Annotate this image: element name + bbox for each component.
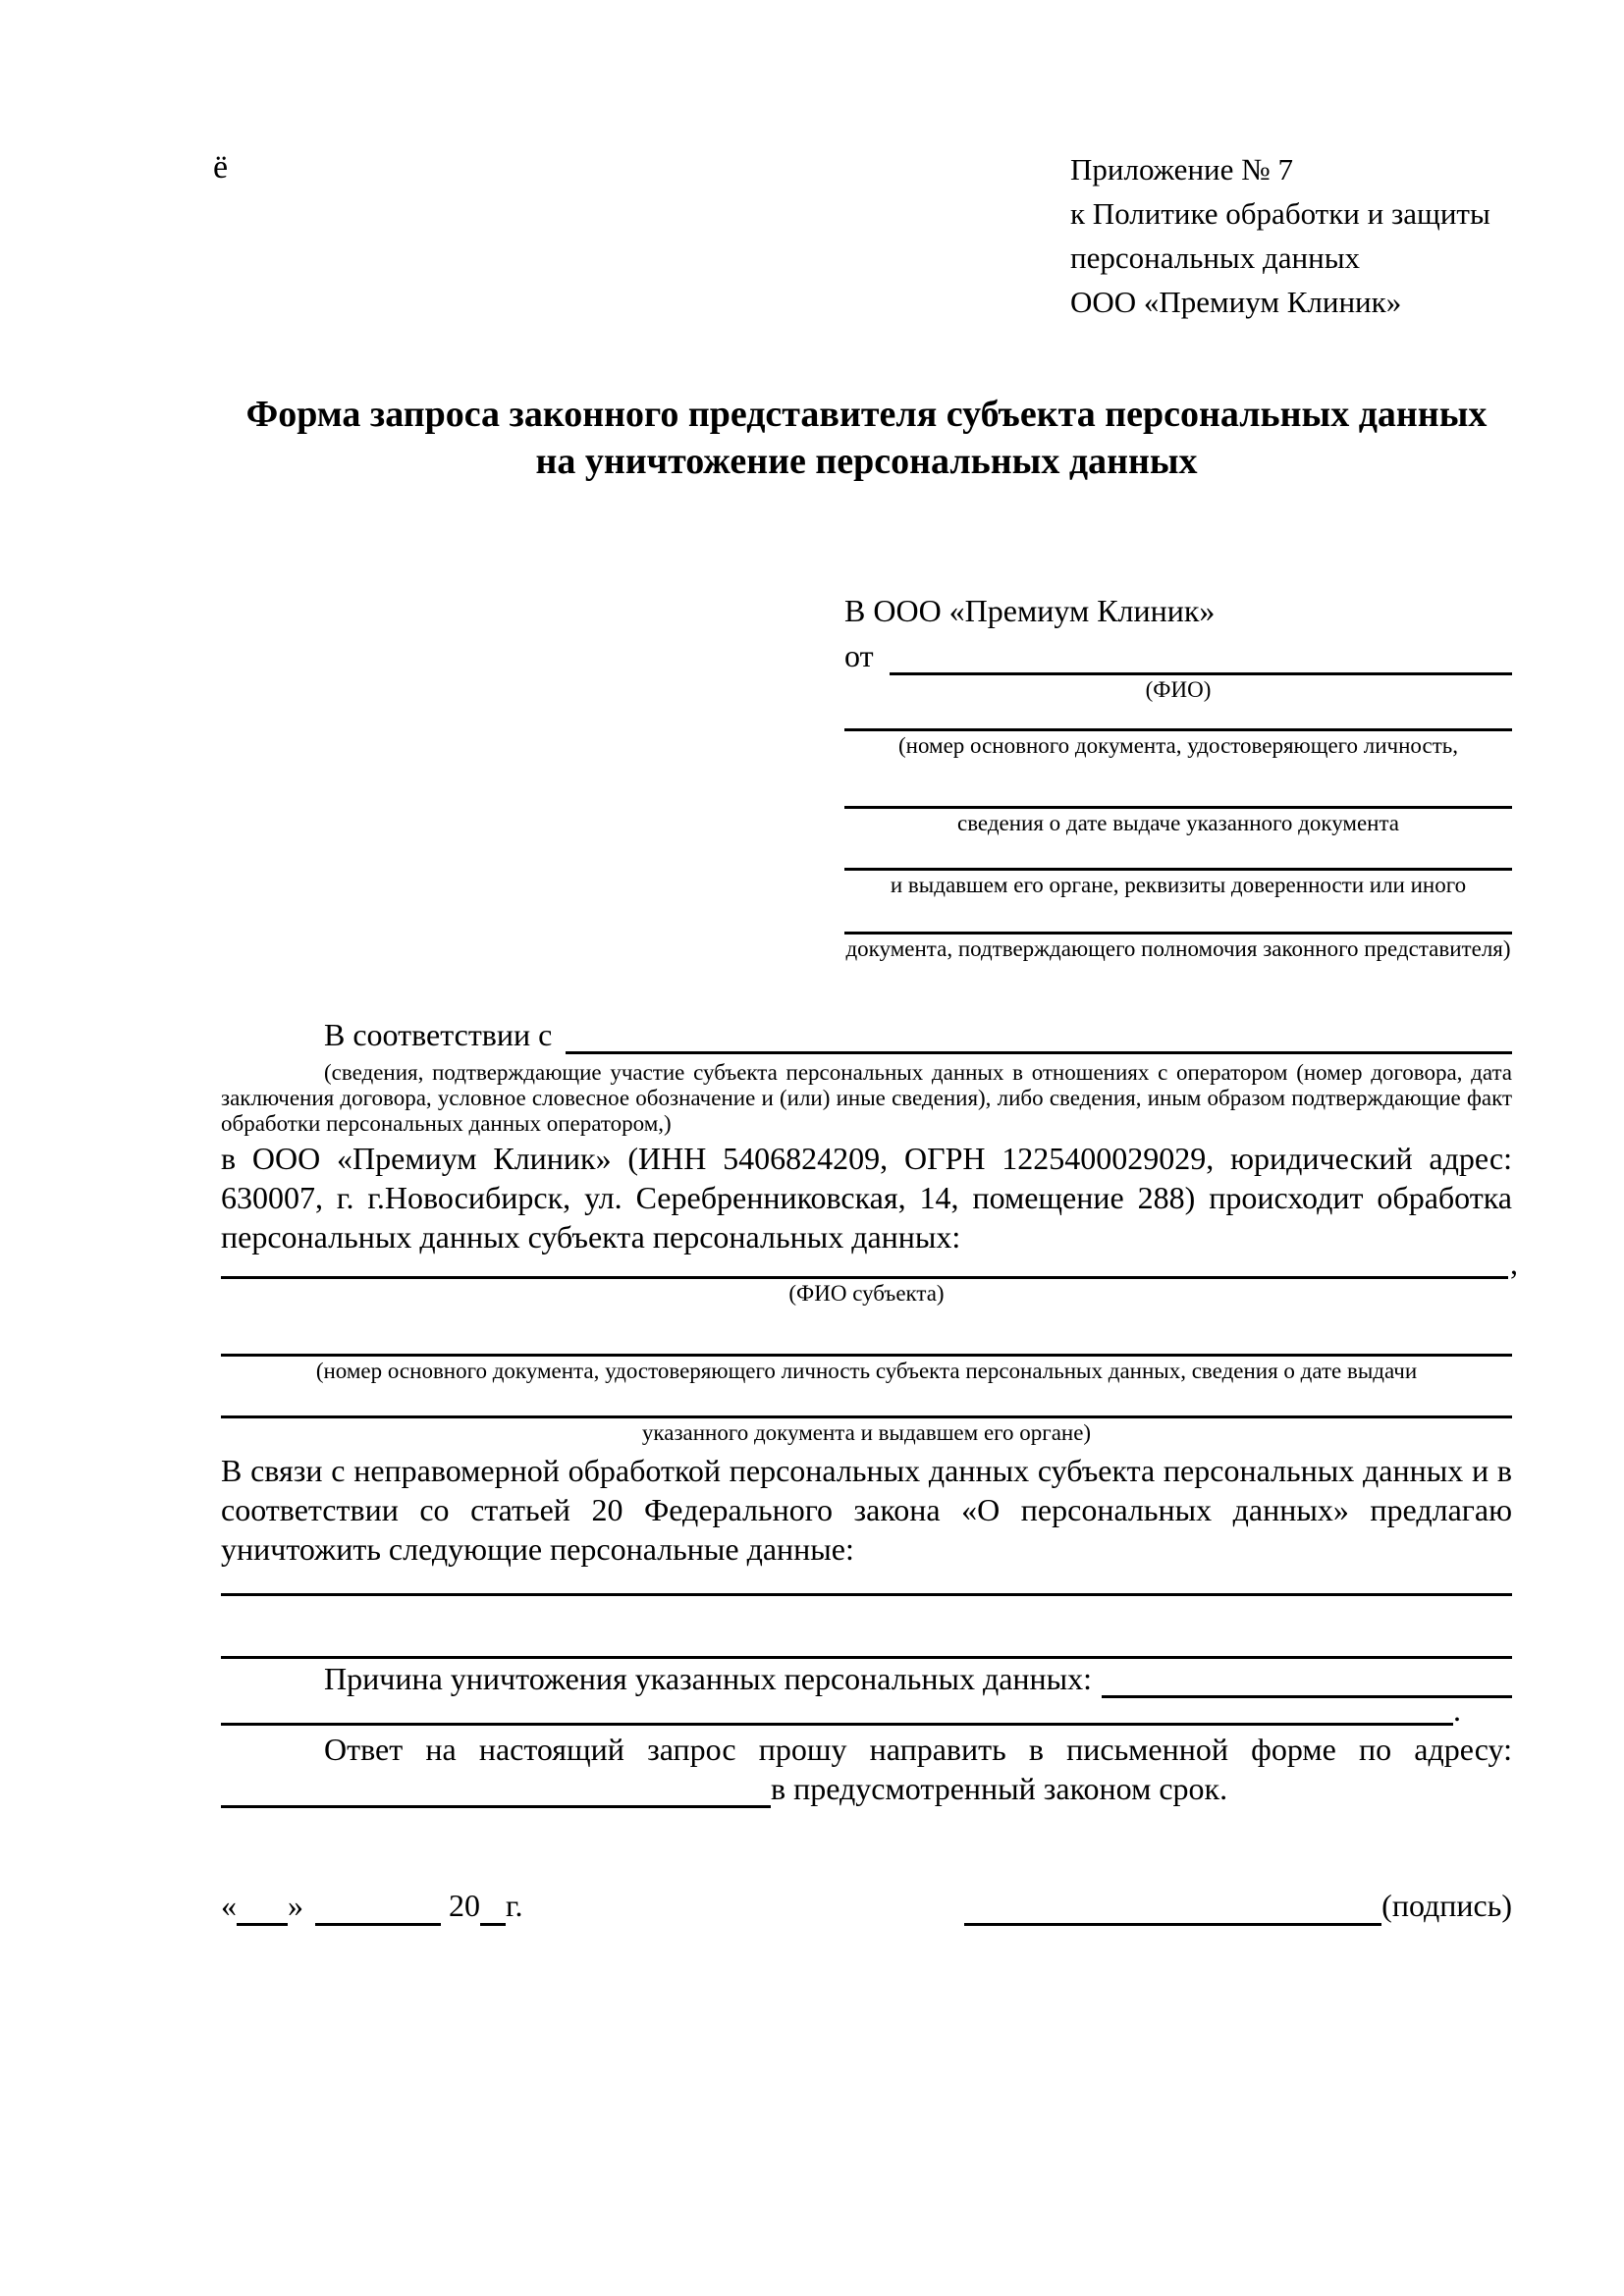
subject-name-row [221,1246,1518,1281]
representative-name-fill-line [890,636,1512,675]
year-suffix: г. [506,1888,523,1923]
signature-caption: (подпись) [1381,1888,1512,1923]
trailing-comma: , [1510,1246,1518,1281]
appendix-header-line: персональных данных [1070,240,1361,275]
fill-line-caption: и выдавшем его органе, реквизиты доверенности или иного [890,873,1467,897]
authority-document-fill-line [844,900,1512,934]
appendix-header [1070,147,1517,324]
signature-footer [221,1885,1512,1926]
reason-continuation-row [221,1692,1512,1728]
fio-subject-caption: (ФИО субъекта) [788,1281,945,1306]
document-content [213,0,1518,1926]
reason-label: Причина уничтожения указанных персональных данных: [324,1661,1093,1696]
appendix-header-line: ООО «Премиум Клиник» [1070,285,1402,319]
form-title [221,391,1512,485]
according-label: В соответствии с [324,1017,553,1052]
date-close-quote: » [288,1888,303,1923]
reply-address-fill-line [221,1769,771,1808]
document-date-fill-line [844,761,1512,809]
data-list-fill-line [221,1569,1512,1596]
date-day-fill-line [237,1888,288,1926]
reason-row [221,1659,1512,1698]
reply-address-row [221,1769,1512,1808]
subject-document-caption-2: указанного документа и выдавшем его органе) [641,1420,1092,1445]
stray-mark: ё [213,149,229,186]
issuing-authority-fill-line [844,838,1512,871]
data-list-fill-line [221,1596,1512,1659]
according-caption: (сведения, подтверждающие участие субъекта персональных данных в отношениях с оператором (номер договора, дата заключения договора, условное словесное обозначение и (или) иные сведения), либо сведения, иным образом подтверждающие факт обработки персональных данных оператором,) [221,1060,1512,1136]
date-group [221,1885,523,1926]
form-title-line: на уничтожение персональных данных [535,441,1198,482]
from-label: от [844,638,874,673]
according-fill-line [566,1015,1512,1054]
appendix-header-line: к Политике обработки и защиты [1070,196,1490,231]
reason-fill-line-2 [221,1723,1453,1726]
appendix-header-line: Приложение № 7 [1070,152,1293,187]
fio-caption: (ФИО) [1145,677,1212,702]
fill-line-caption: (номер основного документа, удостоверяющего личность, [897,733,1458,758]
fill-line-caption: сведения о дате выдаче указанного документа [956,811,1400,835]
addressee-organization: В ООО «Премиум Клиник» [844,593,1216,628]
subject-document-caption: (номер основного документа, удостоверяющего личность субъекта персональных данных, сведения о дате выдачи [315,1359,1418,1383]
destruction-paragraph: В связи с неправомерной обработкой персональных данных субъекта персональных данных и в соответствии со статьей 20 Федерального закона «О персональных данных» предлагаю уничтожить следующие персональные данные: [221,1453,1512,1567]
form-title-line: Форма запроса законного представителя субъекта персональных данных [245,394,1488,435]
document-number-fill-line [844,705,1512,731]
date-open-quote: « [221,1888,237,1923]
addressee-block [844,591,1512,964]
subject-document-fill-line [221,1308,1512,1357]
reason-fill-line [1102,1659,1512,1698]
fill-line-caption: документа, подтверждающего полномочия законного представителя) [845,936,1511,961]
date-year-fill-line [480,1888,506,1926]
signature-group [964,1885,1512,1926]
trailing-period: . [1453,1692,1461,1728]
according-row [221,1015,1512,1054]
reply-tail: в предусмотренный законом срок. [771,1771,1228,1806]
year-prefix: 20 [449,1888,480,1923]
reply-intro: Ответ на настоящий запрос прошу направить в письменной форме по адресу: [324,1732,1512,1767]
signature-fill-line [964,1888,1381,1926]
from-row [844,636,1512,675]
subject-document-fill-line-2 [221,1386,1512,1418]
date-month-fill-line [315,1888,441,1926]
operator-paragraph: в ООО «Премиум Клиник» (ИНН 5406824209, ОГРН 1225400029029, юридический адрес: 630007, г. г.Новосибирск, ул. Серебренниковская, 14, помещение 288) происходит обработка персональных данных субъекта персональных данных: [221,1141,1512,1255]
